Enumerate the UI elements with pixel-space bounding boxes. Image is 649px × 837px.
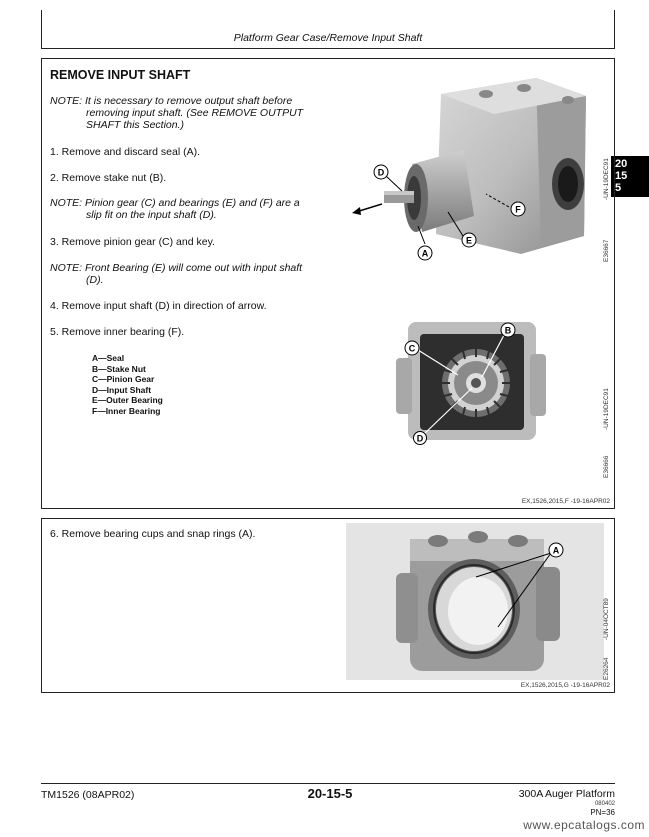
header-bottom-rule [41, 48, 615, 49]
photo-3-id: E26264 [603, 657, 610, 680]
watermark: www.epcatalogs.com [523, 818, 645, 832]
legend-item: C—Pinion Gear [92, 374, 155, 384]
section-2-reference: EX,1526,2015,G -19-16APR02 [520, 682, 610, 689]
photo-pinion-gear [396, 320, 546, 445]
parts-legend [92, 353, 163, 416]
footer-manual-id: TM1526 (08APR02) [41, 789, 135, 801]
note-2-line2: slip fit on the input shaft (D). [86, 209, 217, 221]
section-1-reference: EX,1526,2015,F -19-16APR02 [521, 498, 610, 505]
step-4: 4. Remove input shaft (D) in direction of arrow. [50, 300, 267, 312]
section-tab-line1: 20 [615, 158, 628, 170]
footer-pn: PN=36 [590, 808, 615, 817]
section-tab [611, 156, 649, 197]
page-header-title: Platform Gear Case/Remove Input Shaft [233, 32, 423, 44]
footer-page-number: 20-15-5 [307, 786, 353, 801]
callout-label: F [515, 204, 521, 215]
step-1: 1. Remove and discard seal (A). [50, 146, 200, 158]
note-1-line3: SHAFT this Section.) [86, 119, 185, 131]
section-heading: REMOVE INPUT SHAFT [50, 68, 191, 82]
note-1-line1: NOTE: It is necessary to remove output shaft before [50, 95, 293, 107]
photo-bearing-cups [346, 523, 604, 680]
photo-1-id: E36667 [603, 239, 610, 262]
photo-1-code: -UN-19DEC91 [603, 158, 610, 200]
section-tab-line3: 5 [615, 182, 622, 194]
legend-item: D—Input Shaft [92, 384, 152, 395]
note-2-line1: NOTE: Pinion gear (C) and bearings (E) and (F) are a [50, 197, 300, 209]
note-3-line1: NOTE: Front Bearing (E) will come out with input shaft [50, 262, 303, 274]
callout-label: D [377, 167, 385, 178]
callout-label: E [465, 235, 473, 246]
photo-gear-case-exterior [346, 66, 604, 264]
callout-label: A [552, 545, 560, 556]
photo-2-code: -UN-19DEC91 [603, 388, 610, 430]
step-6: 6. Remove bearing cups and snap rings (A). [50, 528, 256, 540]
callout-label: B [504, 325, 512, 336]
step-5: 5. Remove inner bearing (F). [50, 326, 185, 338]
legend-item: F—Inner Bearing [92, 405, 161, 416]
callout-label: C [408, 343, 416, 354]
note-1-line2: removing input shaft. (See REMOVE OUTPUT [86, 107, 304, 119]
footer-product-name: 300A Auger Platform [518, 788, 615, 800]
step-2: 2. Remove stake nut (B). [50, 172, 167, 184]
step-3: 3. Remove pinion gear (C) and key. [50, 236, 215, 248]
legend-item: B—Stake Nut [92, 363, 146, 374]
legend-item: E—Outer Bearing [92, 395, 163, 405]
legend-item: A—Seal [92, 353, 125, 363]
footer-rule [41, 783, 615, 784]
footer-code: 080402 [594, 801, 615, 807]
callout-label: D [416, 433, 424, 444]
section-tab-line2: 15 [615, 170, 628, 182]
note-3-line2: (D). [86, 274, 104, 286]
callout-label: A [421, 248, 429, 259]
photo-2-id: E36666 [603, 455, 610, 478]
photo-3-code: -UN-04OCT89 [603, 598, 610, 640]
